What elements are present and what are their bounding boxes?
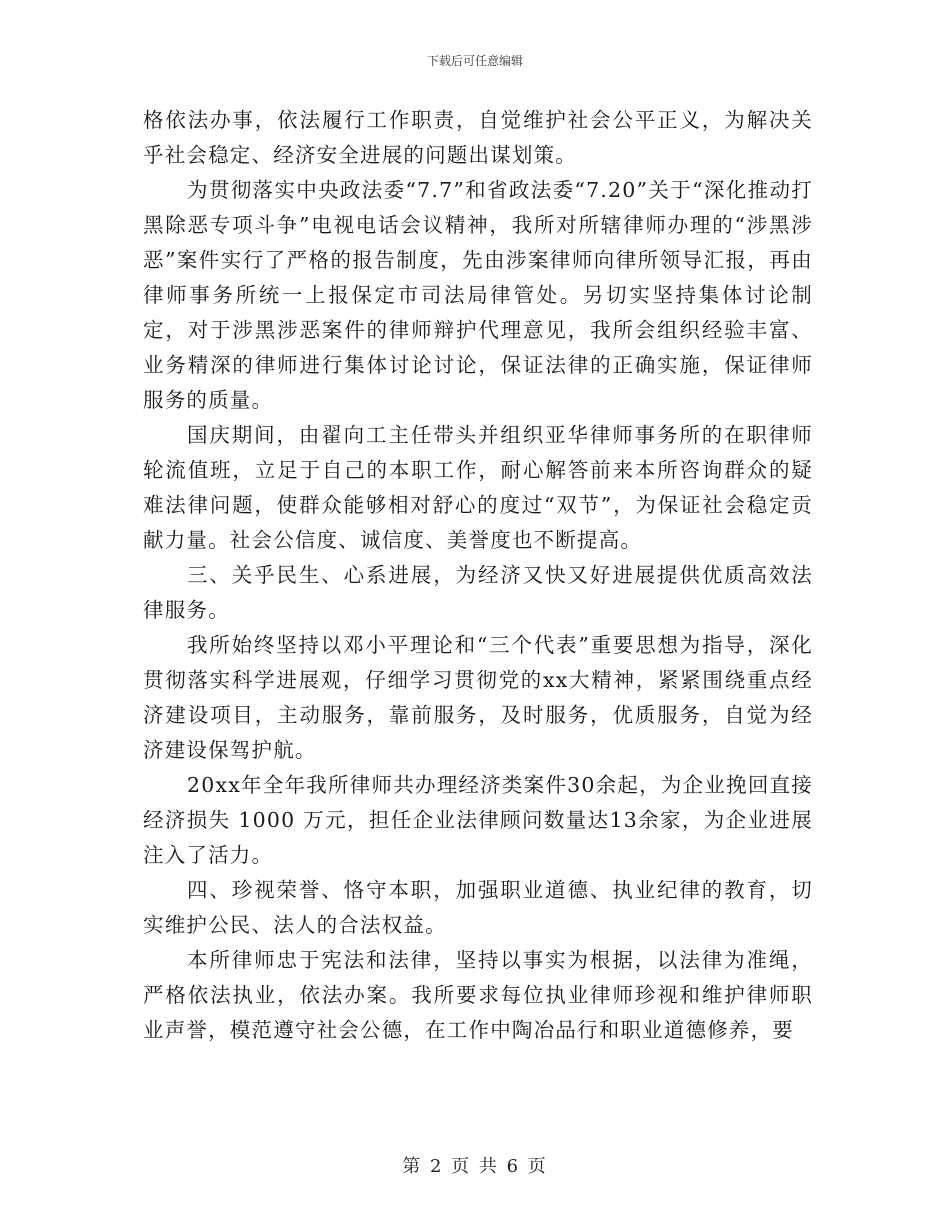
paragraph-6: 20xx年全年我所律师共办理经济类案件30余起，为企业挽回直接经济损失 1000 万元，担任企业法律顾问数量达13余家，为企业进展注入了活力。 bbox=[143, 773, 813, 867]
section-heading-3: 三、关乎民生、心系进展，为经济又快又好进展提供优质高效法律服务。 bbox=[143, 563, 813, 622]
page-header: 下载后可任意编辑 bbox=[426, 54, 523, 68]
paragraph-3: 国庆期间，由翟向工主任带头并组织亚华律师事务所的在职律师轮流值班，立足于自己的本职工作，耐心解答前来本所咨询群众的疑难法律问题，使群众能够相对舒心的度过“双节”，为保证社会稳定贡献力量。社会公信度、诚信度、美誉度也不断提高。 bbox=[143, 423, 813, 552]
paragraph-8: 本所律师忠于宪法和法律，坚持以事实为根据，以法律为准绳，严格依法执业，依法办案。我所要求每位执业律师珍视和维护律师职业声誉，模范遵守社会公德，在工作中陶冶品行和职业道德修养，要 bbox=[143, 948, 813, 1042]
page-footer: 第 2 页 共 6 页 bbox=[402, 1156, 548, 1177]
section-heading-4: 四、珍视荣誉、恪守本职，加强职业道德、执业纪律的教育，切实维护公民、法人的合法权益。 bbox=[143, 878, 813, 937]
paragraph-2: 为贯彻落实中央政法委“7.7”和省政法委“7.20”关于“深化推动打黑除恶专项斗争”电视电话会议精神，我所对所辖律师办理的“涉黑涉恶”案件实行了严格的报告制度，先由涉案律师向律所领导汇报，再由律师事务所统一上报保定市司法局律管处。另切实坚持集体讨论制定，对于涉黑涉恶案件的律师辩护代理意见，我所会组织经验丰富、业务精深的律师进行集体讨论讨论，保证法律的正确实施，保证律师服务的质量。 bbox=[143, 178, 813, 412]
document-body bbox=[143, 103, 813, 1048]
paragraph-5: 我所始终坚持以邓小平理论和“三个代表”重要思想为指导，深化贯彻落实科学进展观，仔细学习贯彻党的xx大精神，紧紧围绕重点经济建设项目，主动服务，靠前服务，及时服务，优质服务，自觉为经济建设保驾护航。 bbox=[143, 633, 813, 762]
paragraph-1: 格依法办事，依法履行工作职责，自觉维护社会公平正义，为解决关乎社会稳定、经济安全进展的问题出谋划策。 bbox=[143, 108, 813, 167]
